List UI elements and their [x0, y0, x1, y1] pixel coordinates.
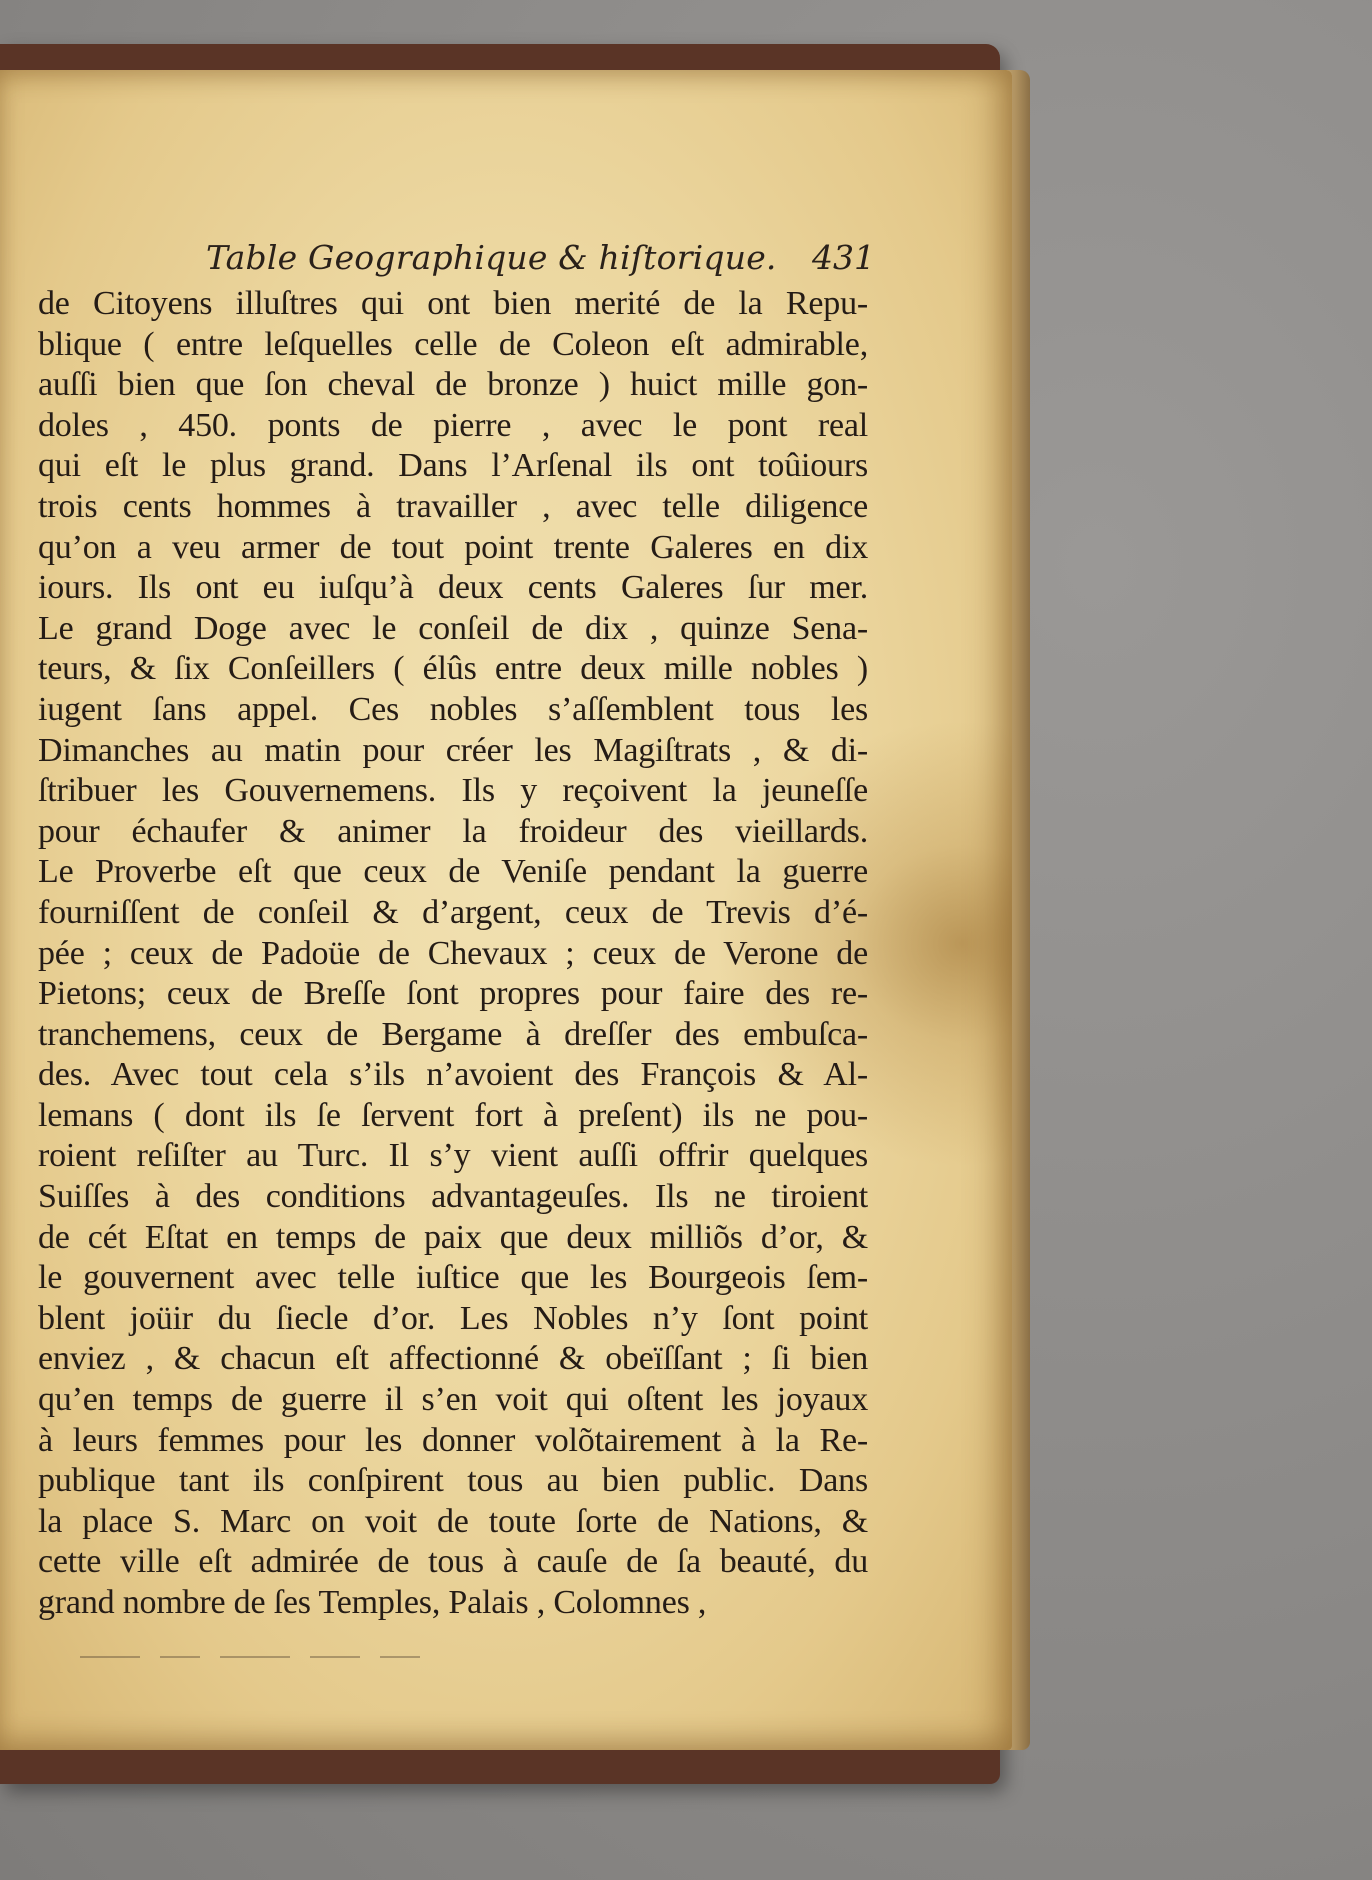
ink-smudge — [80, 1656, 140, 1658]
page-header — [206, 238, 966, 288]
text-line: Dimanches au matin pour créer les Magiſtrats , & di- — [38, 731, 868, 769]
text-line: à leurs femmes pour les donner volõtairement à la Re- — [38, 1421, 868, 1459]
ink-smudge — [160, 1656, 200, 1658]
text-line: de cét Eſtat en temps de paix que deux milliõs d’or, & — [38, 1218, 868, 1256]
text-line: Le grand Doge avec le conſeil de dix , quinze Sena- — [38, 609, 868, 647]
page-number: 431 — [812, 238, 875, 277]
text-line: publique tant ils conſpirent tous au bien public. Dans — [38, 1462, 868, 1500]
text-line: iugent ſans appel. Ces nobles s’aſſemblent tous les — [38, 690, 868, 728]
running-head: Table Geographique & hiſtorique. — [206, 238, 777, 277]
text-line: Suiſſes à des conditions advantageuſes. Ils ne tiroient — [38, 1178, 868, 1216]
text-line: qui eſt le plus grand. Dans l’Arſenal ils ont toûiours — [38, 447, 868, 485]
text-line: Pietons; ceux de Breſſe ſont propres pour faire des re- — [38, 975, 868, 1013]
text-line: doles , 450. ponts de pierre , avec le pont real — [38, 406, 868, 444]
text-line: le gouvernent avec telle iuſtice que les Bourgeois ſem- — [38, 1259, 868, 1297]
text-line: cette ville eſt admirée de tous à cauſe de ſa beauté, du — [38, 1543, 868, 1581]
ink-smudge — [310, 1656, 360, 1658]
catchword-smudge — [80, 1650, 600, 1664]
text-line: fourniſſent de conſeil & d’argent, ceux de Trevis d’é- — [38, 893, 868, 931]
text-line: pour échaufer & animer la froideur des vieillards. — [38, 812, 868, 850]
text-line: tranchemens, ceux de Bergame à dreſſer des embuſca- — [38, 1015, 868, 1053]
text-line: blique ( entre leſquelles celle de Coleon eſt admirable, — [38, 325, 868, 363]
text-line: auſſi bien que ſon cheval de bronze ) huict mille gon- — [38, 366, 868, 404]
text-line: roient reſiſter au Turc. Il s’y vient auſſi offrir quelques — [38, 1137, 868, 1175]
text-line: trois cents hommes à travailler , avec telle diligence — [38, 487, 868, 525]
text-line: enviez , & chacun eſt affectionné & obeïſſant ; ſi bien — [38, 1340, 868, 1378]
text-line: blent joüir du ſiecle d’or. Les Nobles n’y ſont point — [38, 1299, 868, 1337]
text-line: qu’en temps de guerre il s’en voit qui oſtent les joyaux — [38, 1381, 868, 1419]
book-page — [0, 70, 1012, 1750]
text-line: ſtribuer les Gouvernemens. Ils y reçoivent la jeuneſſe — [38, 772, 868, 810]
text-line: qu’on a veu armer de tout point trente Galeres en dix — [38, 528, 868, 566]
text-line: de Citoyens illuſtres qui ont bien merité de la Repu- — [38, 285, 868, 322]
text-line: des. Avec tout cela s’ils n’avoient des François & Al- — [38, 1056, 868, 1094]
text-line: teurs, & ſix Conſeillers ( élûs entre deux mille nobles ) — [38, 650, 868, 688]
text-line: Le Proverbe eſt que ceux de Veniſe pendant la guerre — [38, 853, 868, 891]
text-line: grand nombre de ſes Temples, Palais , Colomnes , — [38, 1584, 707, 1621]
text-line: lemans ( dont ils ſe ſervent fort à preſent) ils ne pou- — [38, 1096, 868, 1134]
text-line: la place S. Marc on voit de toute ſorte de Nations, & — [38, 1502, 868, 1540]
ink-smudge — [380, 1656, 420, 1658]
text-line: iours. Ils ont eu iuſqu’à deux cents Galeres ſur mer. — [38, 569, 868, 607]
body-text — [38, 284, 868, 1624]
text-line: pée ; ceux de Padoüe de Chevaux ; ceux de Verone de — [38, 934, 868, 972]
ink-smudge — [220, 1656, 290, 1658]
